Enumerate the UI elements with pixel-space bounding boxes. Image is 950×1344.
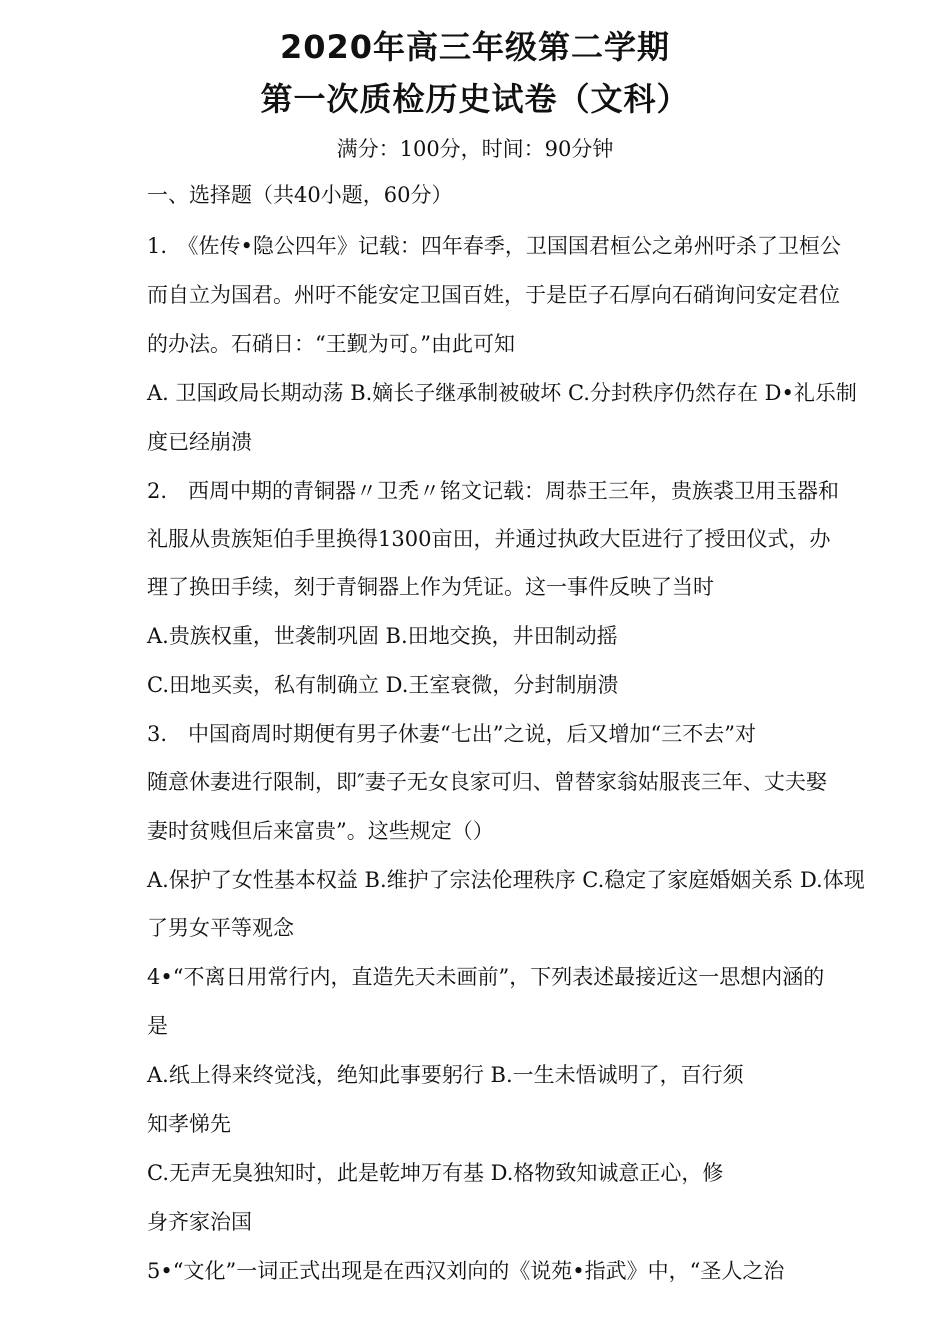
text-line: 1. 《佐传•隐公四年》记载：四年春季，卫国国君桓公之弟州吁杀了卫桓公: [147, 234, 841, 258]
text-line: A. 卫国政局长期动荡 B.嫡长子继承制被破坏 C.分封秩序仍然存在 D•礼乐制: [147, 381, 857, 405]
text-line: 礼服从贵族矩伯手里换得1300亩田，并通过执政大臣进行了授田仪式，办: [147, 527, 831, 551]
section-heading: 一、选择题（共40小题，60分）: [147, 183, 453, 207]
text-line: 妻时贫贱但后来富贵”。这些规定（）: [147, 819, 494, 843]
text-line: 而自立为国君。州吁不能安定卫国百姓，于是臣子石厚向石硝询问安定君位: [147, 283, 840, 307]
text-line: A.贵族权重，世袭制巩固 B.田地交换，井田制动摇: [147, 624, 618, 648]
exam-title-line1: 2020年高三年级第二学期: [279, 28, 671, 66]
text-line: 度已经崩溃: [147, 430, 252, 454]
text-line: 4•“不离日用常行内，直造先天未画前”，下列表述最接近这一思想内涵的: [147, 965, 825, 989]
text-line: 随意休妻进行限制，即″妻子无女良家可归、曾替家翁姑服丧三年、丈夫娶: [147, 770, 827, 794]
text-line: 是: [147, 1014, 168, 1038]
text-line: A.纸上得来终觉浅，绝知此事要躬行 B.一生未悟诚明了，百行须: [147, 1063, 744, 1087]
text-line: 知孝悌先: [147, 1112, 231, 1136]
text-line: 理了换田手续，刻于青铜器上作为凭证。这一事件反映了当时: [147, 575, 714, 599]
text-line: 2. 西周中期的青铜器〃卫禿〃铭文记载：周恭王三年，贵族裘卫用玉器和: [147, 479, 840, 503]
text-line: C.田地买卖，私有制确立 D.王室衰微，分封制崩溃: [147, 673, 619, 697]
text-line: 5•“文化”一词正式出现是在西汉刘向的《说苑•指武》中，“圣人之治: [147, 1259, 785, 1283]
text-line: A.保护了女性基本权益 B.维护了宗法伦理秩序 C.稳定了家庭婚姻关系 D.体现: [147, 868, 865, 892]
exam-subtitle: 满分：100分，时间：90分钟: [336, 137, 614, 161]
text-line: C.无声无臭独知时，此是乾坤万有基 D.格物致知诚意正心，修: [147, 1161, 724, 1185]
text-line: 身齐家治国: [147, 1210, 252, 1234]
text-line: 的办法。石硝日：“王觐为可。”由此可知: [147, 332, 515, 356]
text-line: 3. 中国商周时期便有男子休妻“七出”之说，后又增加“三不去”对: [147, 722, 756, 746]
text-line: 了男女平等观念: [147, 916, 294, 940]
exam-title-line2: 第一次质检历史试卷（文科）: [260, 80, 690, 118]
